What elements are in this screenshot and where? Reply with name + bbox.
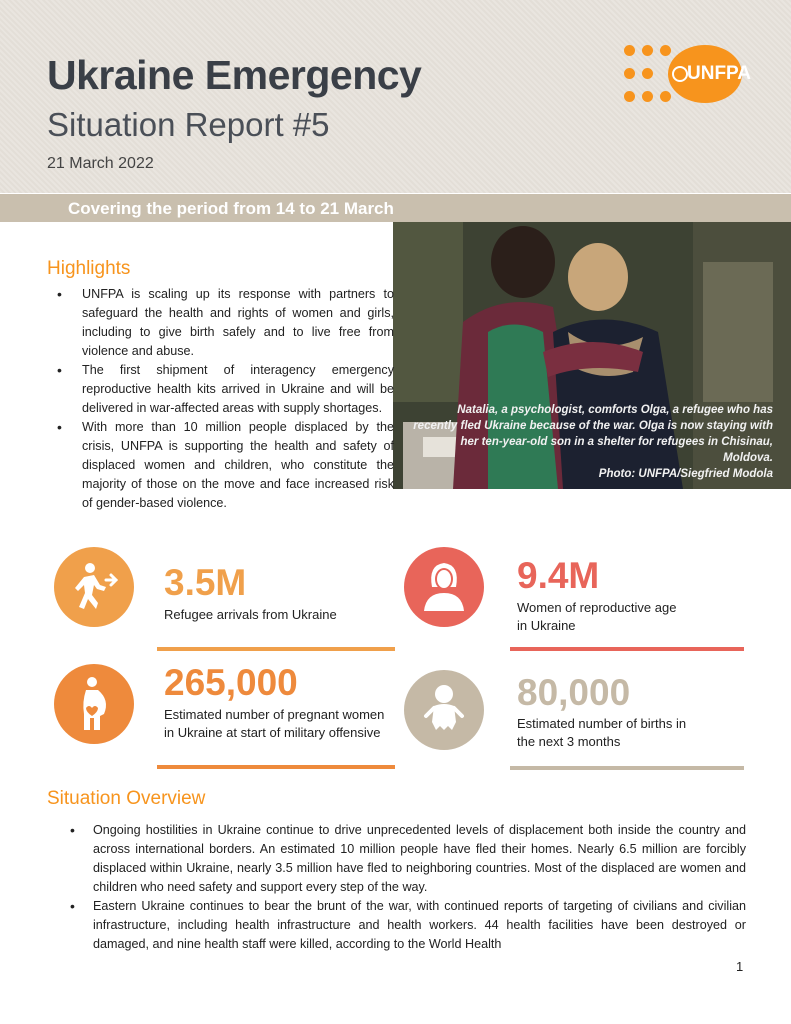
header-banner [0,0,791,193]
page-number: 1 [736,959,744,974]
stat-refugees-underline [157,647,395,651]
stat-women-underline [510,647,744,651]
overview-item: • Ongoing hostilities in Ukraine continue to drive unprecedented levels of displacement both inside the country and across international borders. An estimated 10 million people have fled their homes. Nearly 6.5 million are forcibly displaced within Ukraine, nearly 3.5 million have fled to neighboring countries. Most of the displaced are women and children who need safety and support every step of the way. [66,821,746,897]
stat-women-value: 9.4M [517,555,600,596]
logo-circle [668,45,752,103]
stat-pregnant-label: Estimated number of pregnant women in Ukraine at start of military offensive [164,707,385,740]
overview-item: • Eastern Ukraine continues to bear the brunt of the war, with continued reports of targeting of civilians and civilian infrastructure, including health infrastructure and health workers. 44 health facilities have been destroyed or damaged, and nine health staff were killed, according to the World Health [66,897,746,954]
highlight-item: • With more than 10 million people displaced by the crisis, UNFPA is supporting the health and safety of displaced women and children, who constitute the majority of those on the move and face increased risk of gender-based violence. [52,418,394,513]
photo-credit: Photo: UNFPA/Siegfried Modola [598,468,773,480]
stat-pregnant-circle [54,664,134,744]
highlight-item: • UNFPA is scaling up its response with partners to safeguard the health and rights of women and girls, including to give birth safely and to live free from violence and abuse. [52,285,394,361]
photo-caption-block [413,402,773,482]
baby-icon [404,670,484,750]
overview-heading: Situation Overview [47,788,206,809]
stat-pregnant-value: 265,000 [164,662,298,703]
unfpa-logo [624,45,752,103]
highlights-heading: Highlights [47,258,131,279]
pregnant-woman-icon [54,664,134,744]
stat-refugees-circle [54,547,134,627]
woman-icon [404,547,484,627]
photo-caption: Natalia, a psychologist, comforts Olga, a refugee who has recently fled Ukraine because of the war. Olga is now staying with her ten-year-old son in a shelter for refugees in Chisinau, Moldova. [413,404,773,464]
period-text: Covering the period from 14 to 21 March [68,199,394,218]
un-globe-icon [672,66,688,82]
refugee-walking-icon [54,547,134,627]
stat-refugees-value: 3.5M [164,562,247,603]
stat-births-circle [404,670,484,750]
report-date: 21 March 2022 [47,155,154,172]
stat-births-underline [510,766,744,770]
stat-births-value: 80,000 [517,672,631,713]
report-subtitle: Situation Report #5 [47,106,330,143]
report-title: Ukraine Emergency [47,52,422,98]
stat-births-label: Estimated number of births in the next 3 months [517,716,687,749]
overview-list [66,821,746,954]
stat-women-label: Women of reproductive age in Ukraine [517,600,677,633]
stat-women-circle [404,547,484,627]
stat-refugees-label: Refugee arrivals from Ukraine [164,607,337,622]
cover-photo [393,222,791,489]
logo-text: UNFPA [687,63,752,84]
highlights-list [52,285,394,513]
highlight-item: • The first shipment of interagency emergency reproductive health kits arrived in Ukraine and will be delivered in war-affected areas with supply shortages. [52,361,394,418]
stat-pregnant-underline [157,765,395,769]
